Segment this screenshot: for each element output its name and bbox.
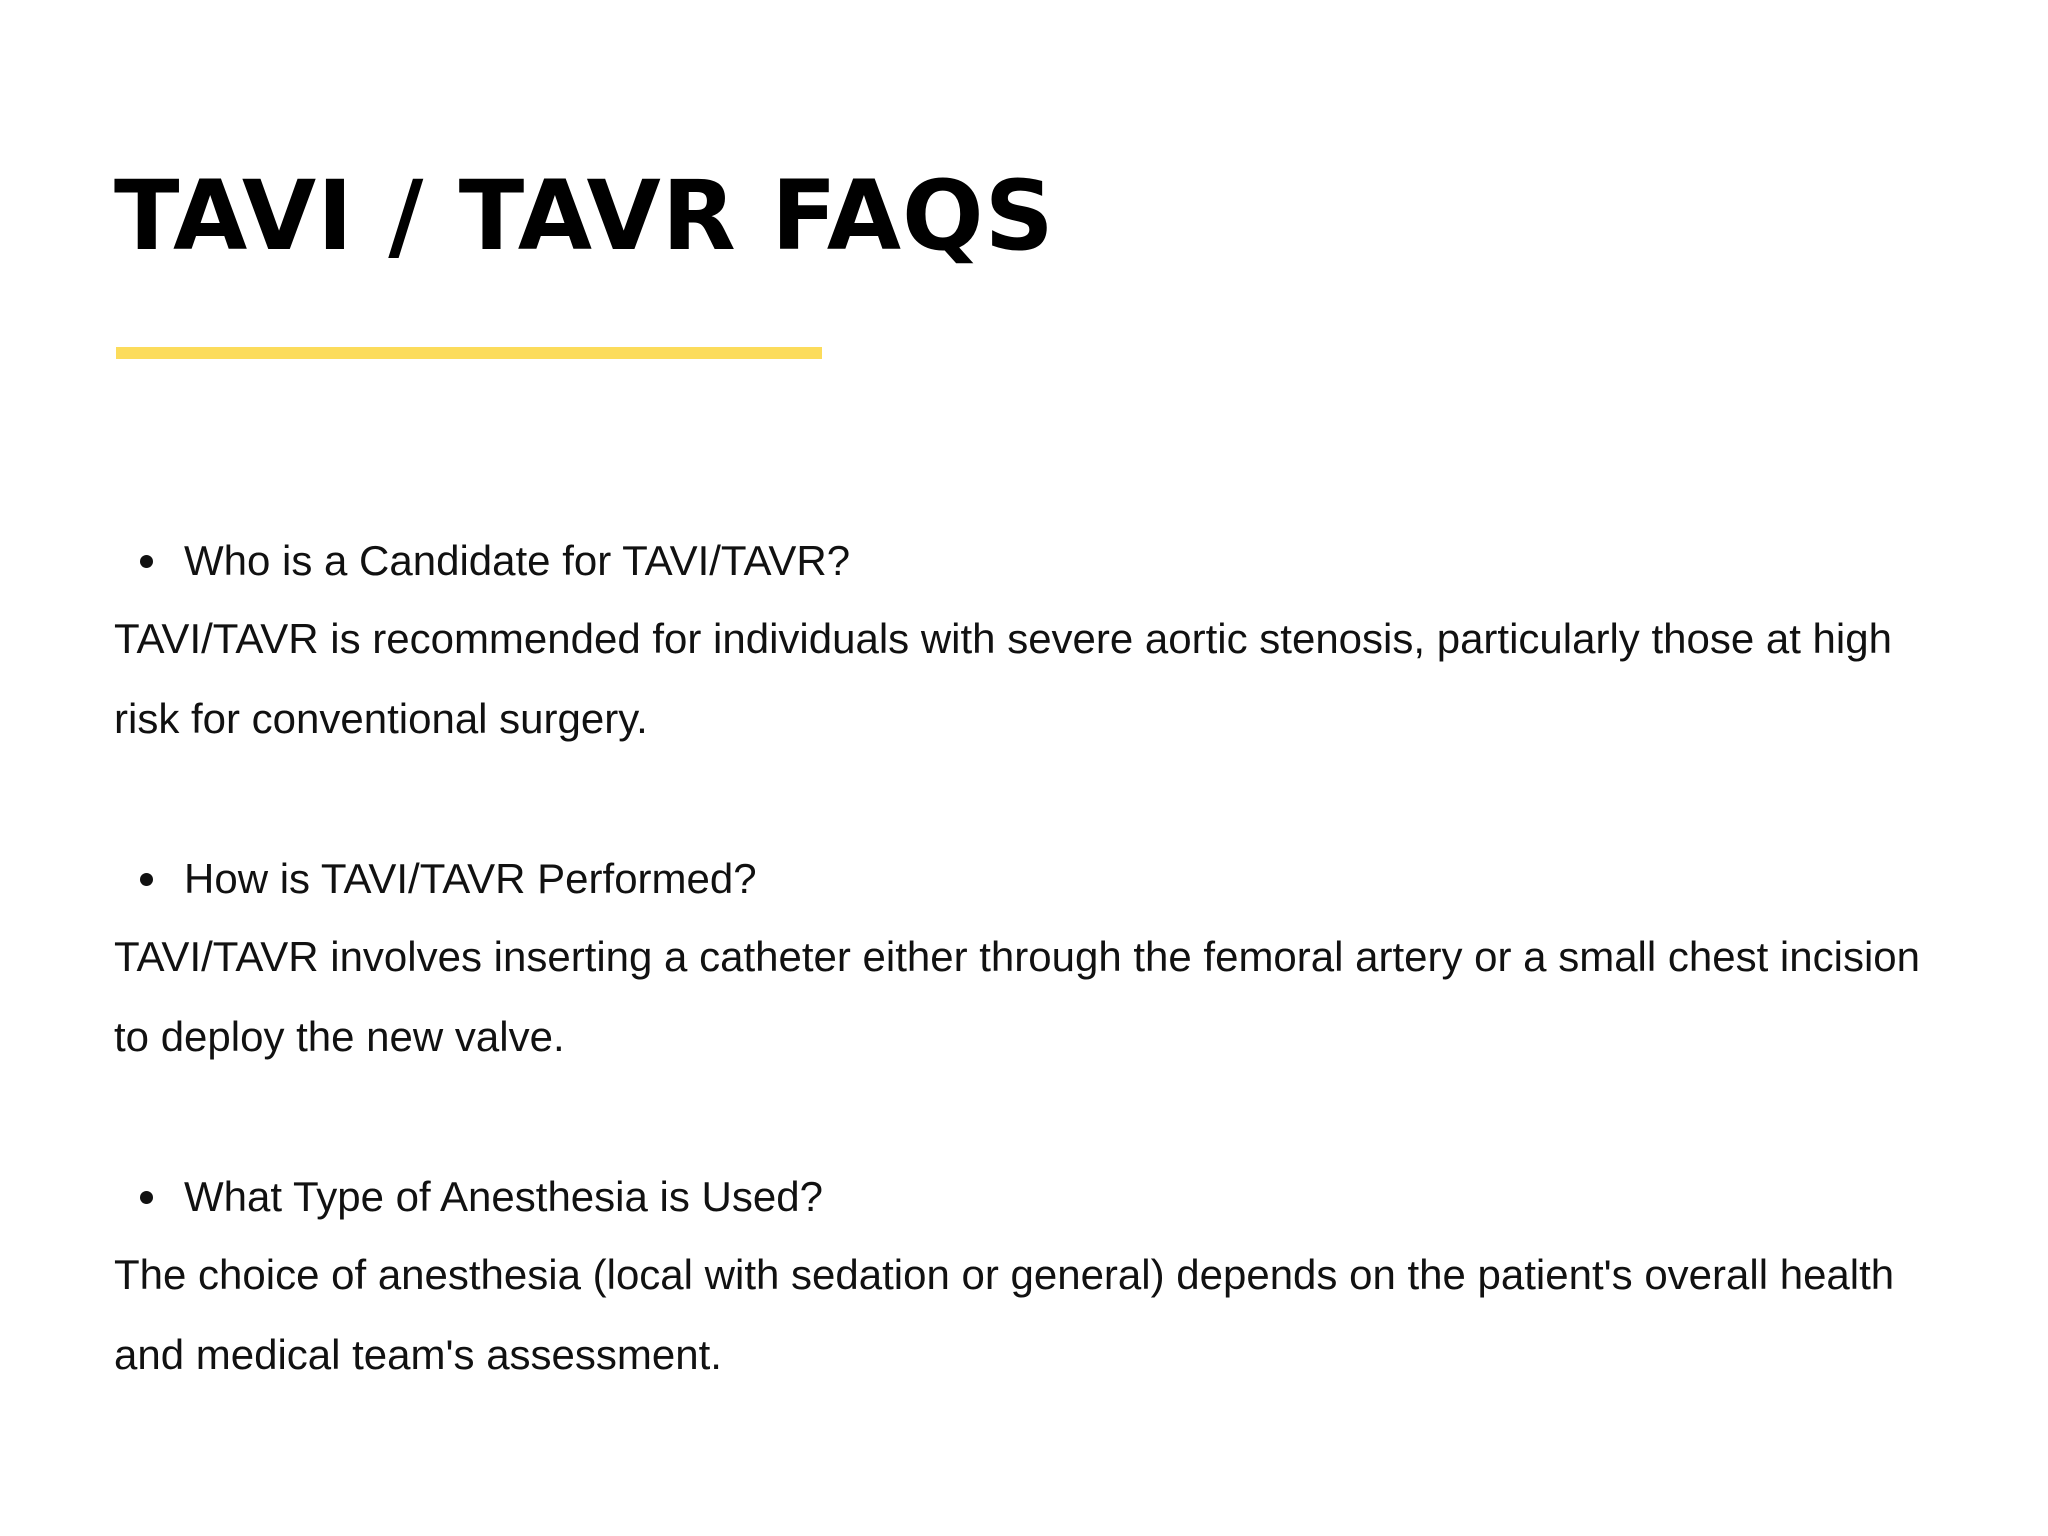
faq-question: Who is a Candidate for TAVI/TAVR? [184, 537, 851, 584]
faq-question-row [114, 523, 1944, 599]
faq-item [114, 841, 1944, 1077]
faq-question: How is TAVI/TAVR Performed? [184, 855, 757, 902]
bullet-icon [140, 1191, 153, 1204]
faq-answer: TAVI/TAVR involves inserting a catheter either through the femoral artery or a small chest incision to deploy the new valve. [114, 933, 1920, 1060]
title-underline [116, 347, 822, 359]
faq-item [114, 1159, 1944, 1395]
faq-answer: TAVI/TAVR is recommended for individuals with severe aortic stenosis, particularly those at high risk for conventional surgery. [114, 615, 1892, 742]
faq-item [114, 523, 1944, 759]
faq-question: What Type of Anesthesia is Used? [184, 1173, 823, 1220]
bullet-icon [140, 555, 153, 568]
faq-question-row [114, 1159, 1944, 1235]
bullet-icon [140, 873, 153, 886]
faq-answer: The choice of anesthesia (local with sedation or general) depends on the patient's overall health and medical team's assessment. [114, 1251, 1895, 1378]
faq-list [114, 523, 1944, 1477]
page-title: TAVI / TAVR FAQS [114, 160, 1055, 272]
faq-question-row [114, 841, 1944, 917]
